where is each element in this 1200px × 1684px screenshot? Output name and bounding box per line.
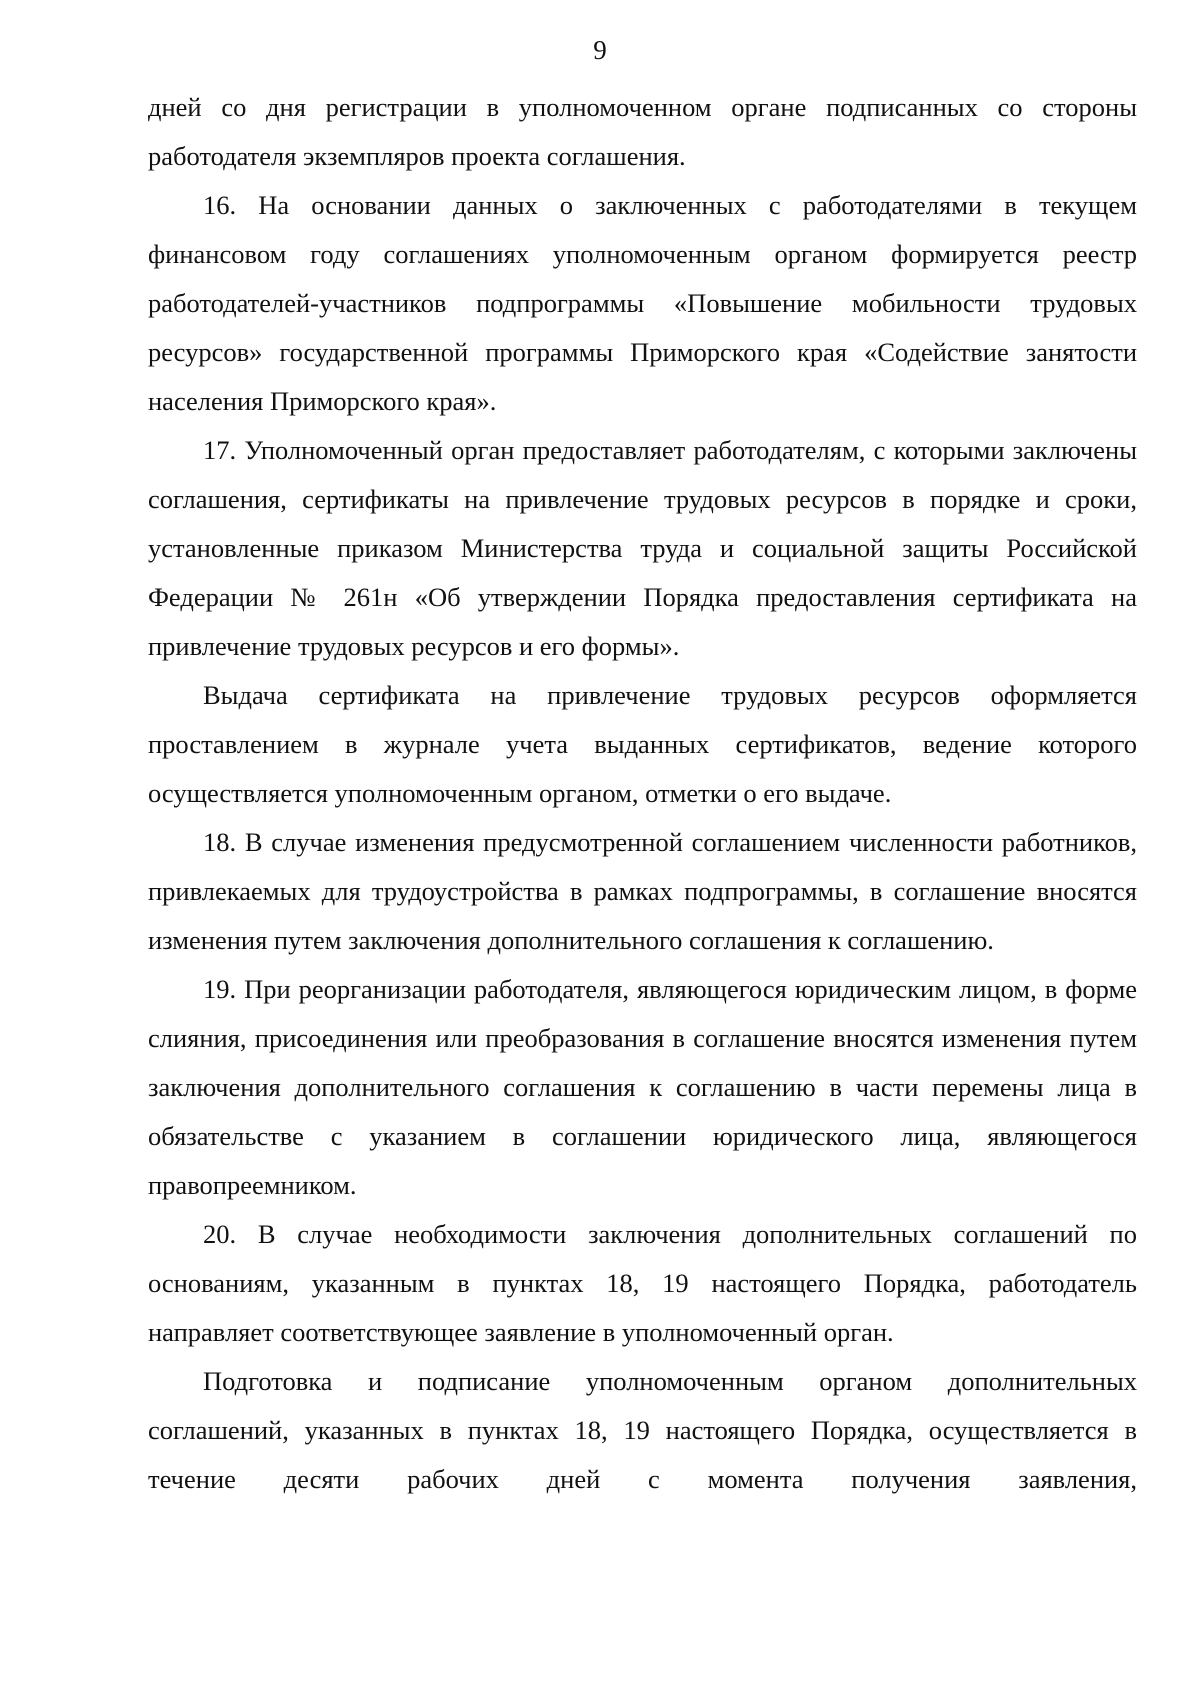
paragraph-20: 20. В случае необходимости заключения дополнительных соглашений по основаниям, указанным в пунктах 18, 19 настоящего Порядка, работодатель направляет соответствующее заявление в уполномоченный орган. — [148, 1219, 1137, 1347]
document-body — [148, 83, 1137, 1504]
paragraph-19: 19. При реорганизации работодателя, являющегося юридическим лицом, в форме слияния, присоединения или преобразования в соглашение вносятся изменения путем заключения дополнительного соглашения к соглашению в части перемены лица в обязательстве с указанием в соглашении юридического лица, являющегося правопреемником. — [148, 974, 1137, 1200]
paragraph-preparation-signing: Подготовка и подписание уполномоченным органом дополнительных соглашений, указанных в пунктах 18, 19 настоящего Порядка, осуществляется в течение десяти рабочих дней с момента получения заявления, — [148, 1366, 1137, 1494]
page-number: 9 — [593, 35, 607, 65]
paragraph-continuation: дней со дня регистрации в уполномоченном органе подписанных со стороны работодателя экземпляров проекта соглашения. — [148, 92, 1137, 171]
paragraph-certificate-issuance: Выдача сертификата на привлечение трудовых ресурсов оформляется проставлением в журнале учета выданных сертификатов, ведение которого осуществляется уполномоченным органом, отметки о его выдаче. — [148, 680, 1137, 808]
paragraph-17: 17. Уполномоченный орган предоставляет работодателям, с которыми заключены соглашения, сертификаты на привлечение трудовых ресурсов в порядке и сроки, установленные приказом Министерства труда и социальной защиты Российской Федерации № 261н «Об утверждении Порядка предоставления сертификата на привлечение трудовых ресурсов и его формы». — [148, 435, 1137, 661]
paragraph-16: 16. На основании данных о заключенных с работодателями в текущем финансовом году соглашениях уполномоченным органом формируется реестр работодателей-участников подпрограммы «Повышение мобильности трудовых ресурсов» государственной программы Приморского края «Содействие занятости населения Приморского края». — [148, 190, 1137, 416]
paragraph-18: 18. В случае изменения предусмотренной соглашением численности работников, привлекаемых для трудоустройства в рамках подпрограммы, в соглашение вносятся изменения путем заключения дополнительного соглашения к соглашению. — [148, 827, 1137, 955]
